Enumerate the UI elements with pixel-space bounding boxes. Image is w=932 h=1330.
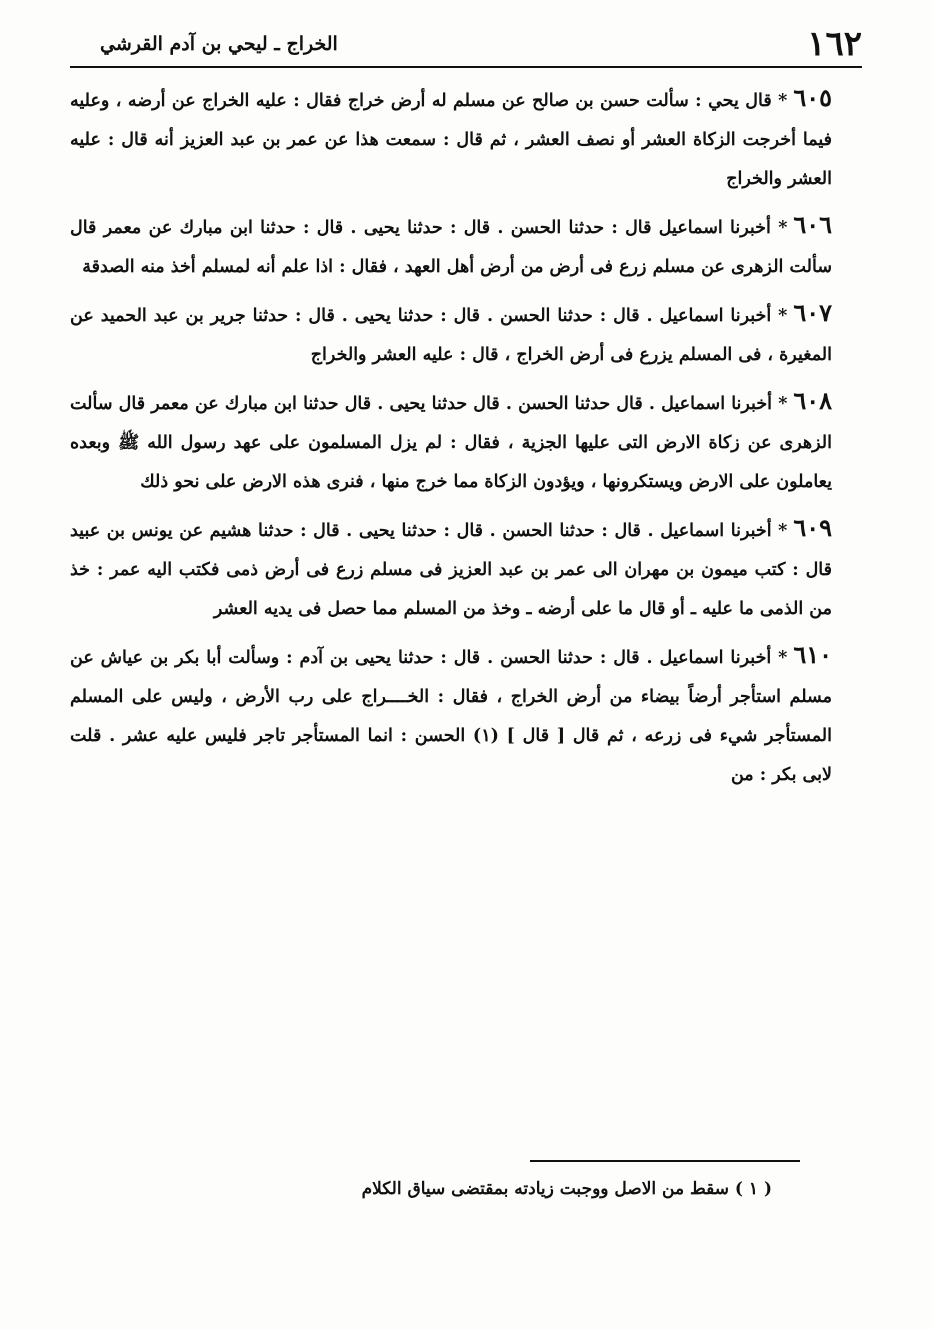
paragraph-text: أخبرنا اسماعيل قال : حدثنا الحسن . قال : حدثنا يحيى . قال : حدثنا ابن مبارك عن معمر قال سألت الزهرى عن مسلم زرع فى أرض من أرض أهل العهد ، فقال : اذا علم أنه لمسلم أخذ منه الصدقة [70,218,832,277]
paragraph-608 [70,381,832,502]
page-header [70,22,862,66]
star-marker: * [778,218,788,238]
paragraph-text: قال يحي : سألت حسن بن صالح عن مسلم له أرض خراج فقال : عليه الخراج عن أرضه ، وعليه فيما أخرجت الزكاة العشر أو نصف العشر ، ثم قال : سمعت هذا عن عمر بن عبد العزيز أنه قال : عليه العشر والخراج [70,91,832,189]
paragraph-607 [70,293,832,375]
paragraph-number: ٦٠٦ [793,210,833,239]
star-marker: * [778,394,788,414]
header-rule [70,66,862,68]
paragraph-610 [70,635,832,795]
page-number: ١٦٢ [807,24,862,64]
paragraph-number: ٦١٠ [793,640,832,669]
paragraph-text: أخبرنا اسماعيل . قال : حدثنا الحسن . قال : حدثنا يحيى بن آدم : وسألت أبا بكر بن عياش عن مسلم استأجر أرضاً بيضاء من أرض الخراج ، فقال : الخــــراج على رب الأرض ، وليس على المسلم المستأجر شيء فى زرعه ، ثم قال [ قال ] (١) الحسن : انما المستأجر تاجر فليس عليه عشر . قلت لابى بكر : من [70,648,833,785]
paragraph-number: ٦٠٩ [793,513,832,542]
paragraph-text: أخبرنا اسماعيل . قال : حدثنا الحسن . قال : حدثنا يحيى . قال : حدثنا جرير بن عبد الحميد عن المغيرة ، فى المسلم يزرع فى أرض الخراج ، قال : عليه العشر والخراج [70,306,832,365]
star-marker: * [778,521,788,541]
star-marker: * [778,306,788,326]
main-text [70,78,832,801]
paragraph-number: ٦٠٨ [793,386,833,415]
paragraph-609 [70,508,832,629]
star-marker: * [778,91,788,111]
star-marker: * [778,648,788,668]
paragraph-text: أخبرنا اسماعيل . قال حدثنا الحسن . قال حدثنا يحيى . قال حدثنا ابن مبارك عن معمر قال سألت الزهرى عن زكاة الارض التى عليها الجزية ، فقال : لم يزل المسلمون على عهد رسول الله ﷺ وبعده يعاملون على الارض ويستكرونها ، ويؤدون الزكاة مما خرج منها ، فنرى هذه الارض على نحو ذلك [70,394,832,492]
paragraph-number: ٦٠٧ [793,298,832,327]
footnote-rule [530,1160,800,1162]
paragraph-605 [70,78,832,199]
footnote: ( ١ ) سقط من الاصل ووجبت زيادته بمقتضى سياق الكلام [361,1179,772,1199]
paragraph-number: ٦٠٥ [793,83,832,112]
running-title: الخراج ـ ليحي بن آدم القرشي [100,33,338,55]
paragraph-text: أخبرنا اسماعيل . قال : حدثنا الحسن . قال : حدثنا يحيى . قال : حدثنا هشيم عن يونس بن عبيد قال : كتب ميمون بن مهران الى عمر بن عبد العزيز فى مسلم زرع فى أرض ذمى فكتب اليه عمر : خذ من الذمى ما عليه ـ أو قال ما على أرضه ـ وخذ من المسلم مما حصل فى يديه العشر [70,521,832,619]
paragraph-606 [70,205,832,287]
